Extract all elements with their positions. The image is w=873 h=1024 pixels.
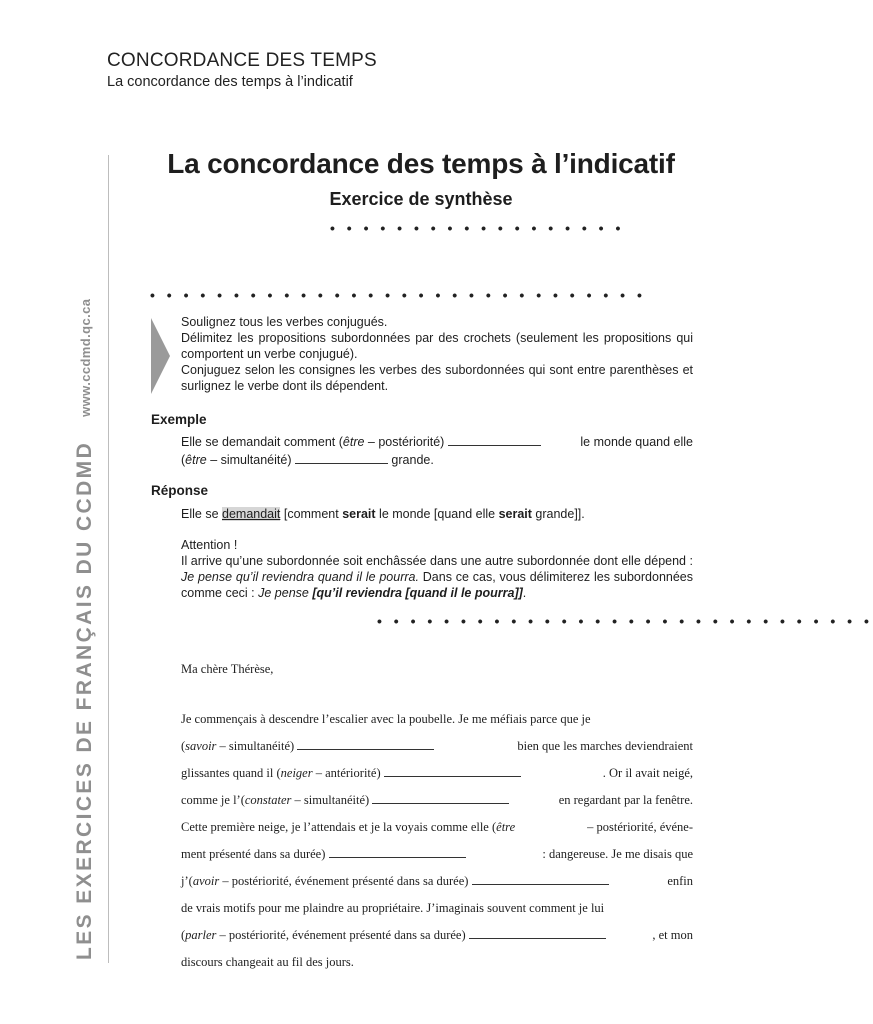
example-text: Elle se demandait comment (être – postériorité) le monde quand elle (être – simultanéité) grande.: [181, 435, 693, 467]
instruction-item: Soulignez tous les verbes conjugués.: [181, 315, 388, 329]
page-title: La concordance des temps à l’indicatif: [167, 148, 675, 179]
series-title: LES EXERCICES DE FRANÇAIS DU CCDMD: [73, 440, 96, 960]
header-title: CONCORDANCE DES TEMPS: [107, 50, 377, 71]
letter-line: glissantes quand il (neiger – antériorité) . Or il avait neigé,: [181, 766, 693, 780]
letter-line: (savoir – simultanéité) bien que les marches deviendraient: [181, 739, 693, 753]
answer-blank[interactable]: [372, 792, 509, 804]
side-band: [67, 90, 103, 960]
answer-blank[interactable]: [384, 765, 521, 777]
highlighted-verb: demandait: [222, 507, 281, 521]
attention-note: [181, 537, 693, 601]
answer-blank[interactable]: [295, 452, 388, 464]
letter-line: Cette première neige, je l’attendais et je la voyais comme elle (être – postériorité, événe-: [181, 820, 693, 834]
letter-line: j’(avoir – postériorité, événement présenté dans sa durée) enfin: [181, 874, 693, 888]
response-label: Réponse: [151, 483, 209, 498]
header-subtitle: La concordance des temps à l’indicatif: [107, 74, 353, 90]
answer-blank[interactable]: [448, 434, 541, 446]
site-url[interactable]: www.ccdmd.qc.ca: [77, 298, 93, 417]
answer-blank[interactable]: [472, 873, 609, 885]
attention-body: Il arrive qu’une subordonnée soit enchâssée dans une autre subordonnée dont elle dépend : Je pense qu’il reviendra quand il le pourra. Dans ce cas, vous délimiterez les subordonnées comme ceci : Je pense [qu’il reviendra [quand il le pourra]].: [181, 554, 693, 600]
attention-title: Attention !: [181, 538, 238, 552]
letter-line: discours changeait au fil des jours.: [181, 955, 354, 969]
answer-blank[interactable]: [297, 738, 434, 750]
letter-exercise: [181, 656, 693, 976]
letter-line: de vrais motifs pour me plaindre au propriétaire. J’imaginais souvent comment je lui: [181, 901, 605, 915]
letter-line: comme je l’(constater – simultanéité) en regardant par la fenêtre.: [181, 793, 693, 807]
answer-blank[interactable]: [469, 927, 606, 939]
page-subtitle: Exercice de synthèse: [329, 189, 513, 209]
instruction-item: Conjuguez selon les consignes les verbes des subordonnées qui sont entre parenthèses et surlignez le verbe dont ils dépendent.: [181, 363, 693, 393]
section-dot-divider: • • • • • • • • • • • • • • • • • • • • • • • • • • • • • •: [150, 287, 646, 303]
response-text: Elle se demandait [comment serait le monde [quand elle serait grande]].: [181, 507, 585, 521]
letter-line: (parler – postériorité, événement présenté dans sa durée) , et mon: [181, 928, 693, 942]
side-divider: [108, 155, 109, 963]
example-label: Exemple: [151, 412, 207, 427]
instruction-item: Délimitez les propositions subordonnées par des crochets (seulement les propositions qui comportent un verbe conjugué).: [181, 331, 693, 361]
answer-blank[interactable]: [329, 846, 466, 858]
arrow-icon: [151, 318, 170, 394]
letter-greeting: Ma chère Thérèse,: [181, 662, 274, 676]
title-dot-divider: • • • • • • • • • • • • • • • • • •: [330, 220, 625, 236]
letter-line: ment présenté dans sa durée) : dangereuse. Je me disais que: [181, 847, 693, 861]
instructions: [181, 314, 693, 394]
section-dot-divider: • • • • • • • • • • • • • • • • • • • • • • • • • • • • • •: [377, 613, 873, 629]
letter-line: Je commençais à descendre l’escalier avec la poubelle. Je me méfiais parce que je: [181, 712, 591, 726]
